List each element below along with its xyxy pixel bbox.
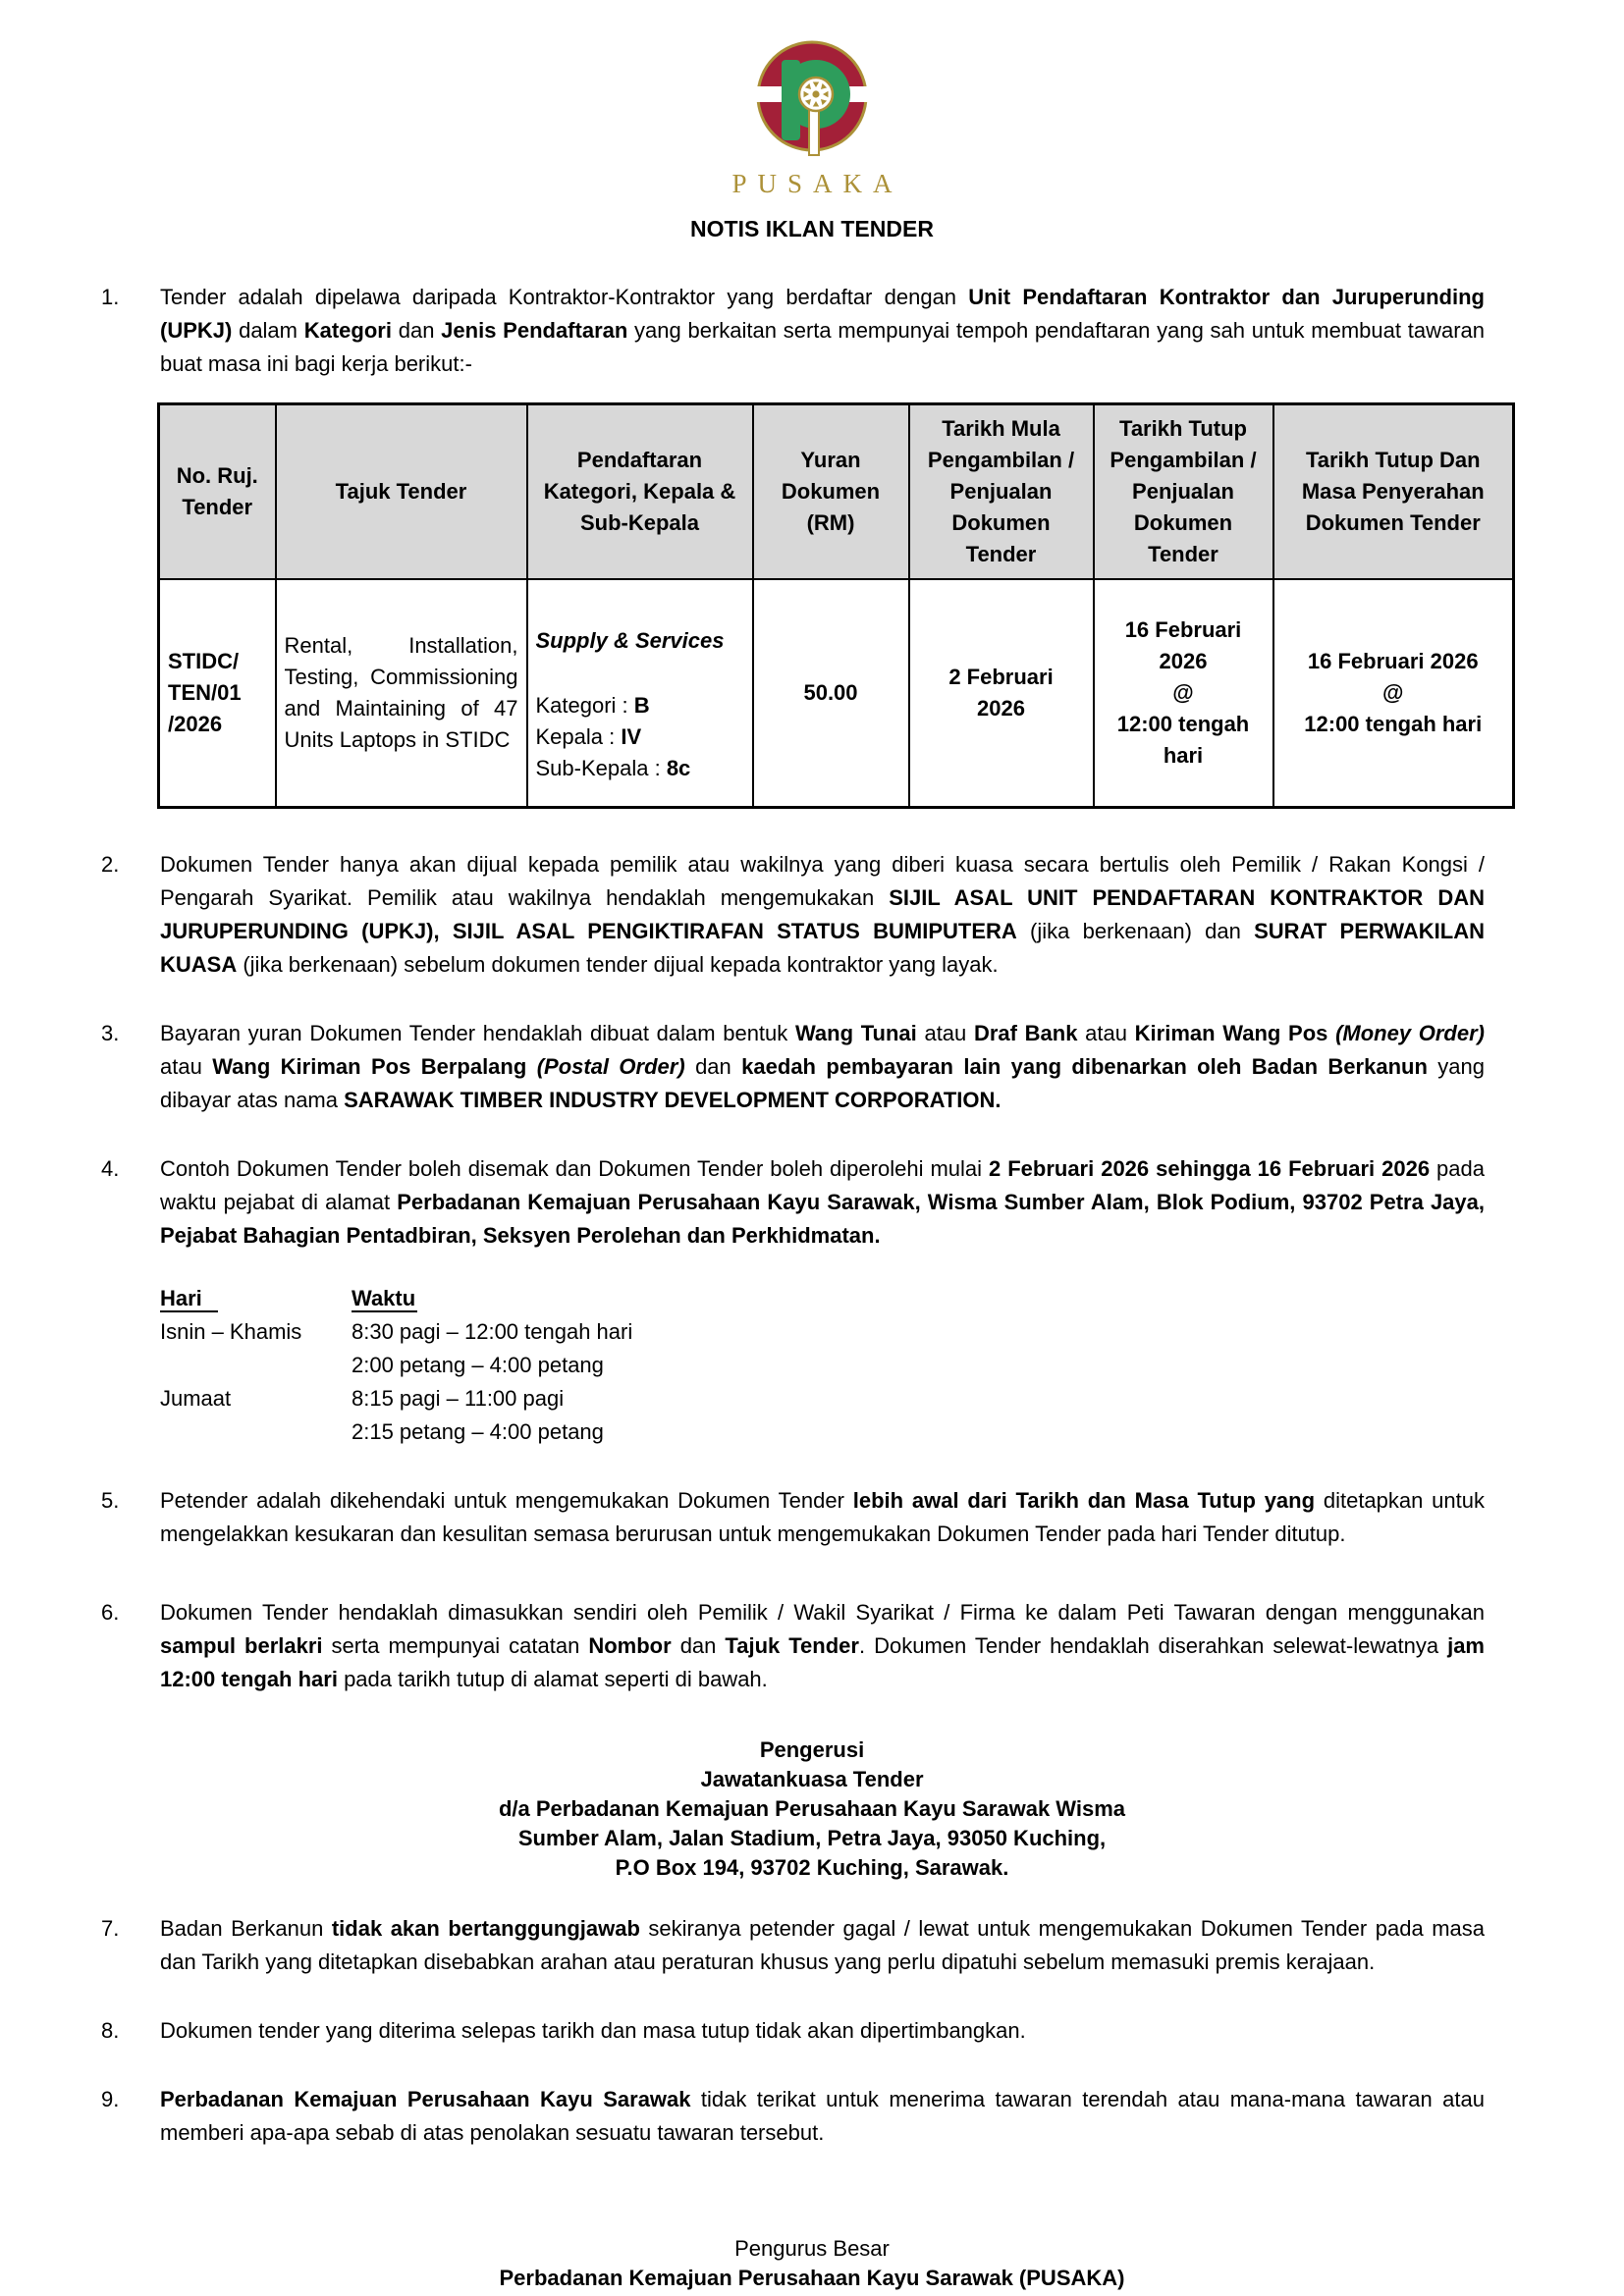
schedule-row: 2:15 petang – 4:00 petang xyxy=(352,1419,604,1444)
item-text: Contoh Dokumen Tender boleh disemak dan Dokumen Tender boleh diperolehi mulai 2 Februari 2026 sehingga 16 Februari 2026 pada waktu pejabat di alamat Perbadanan Kemajuan Perusahaan Kayu Sarawak, Wisma Sumber Alam, Blok Podium, 93702 Petra Jaya, Pejabat Bahagian Pentadbiran, Seksyen Perolehan dan Perkhidmatan. xyxy=(160,1156,1485,1248)
header-tarikh-tutup-masa: Tarikh Tutup Dan Masa Penyerahan Dokumen Tender xyxy=(1273,404,1514,580)
cell-tarikh-mula: 2 Februari 2026 xyxy=(909,579,1094,808)
header-yuran: Yuran Dokumen (RM) xyxy=(753,404,909,580)
table-header-row xyxy=(159,404,1514,580)
item-number: 8. xyxy=(101,2018,120,2043)
header-pendaftaran: Pendaftaran Kategori, Kepala & Sub-Kepala xyxy=(527,404,753,580)
item-text: Dokumen tender yang diterima selepas tarikh dan masa tutup tidak akan dipertimbangkan. xyxy=(160,2018,1026,2043)
paragraph-7 xyxy=(101,1912,1485,1979)
signatory-title: Pengurus Besar xyxy=(734,2236,890,2261)
item-number: 3. xyxy=(101,1021,120,1045)
waktu-header: Waktu xyxy=(352,1286,416,1310)
schedule-row: Jumaat 8:15 pagi – 11:00 pagi xyxy=(160,1386,565,1411)
item-text: Tender adalah dipelawa daripada Kontraktor-Kontraktor yang berdaftar dengan Unit Pendaftaran Kontraktor dan Juruperunding (UPKJ) dalam Kategori dan Jenis Pendaftaran yang berkaitan serta mempunyai tempoh pendaftaran yang sah untuk membuat tawaran buat masa ini bagi kerja berikut:- xyxy=(160,285,1485,376)
signature-block xyxy=(0,2234,1624,2293)
table-row xyxy=(159,579,1514,808)
cell-pendaftaran xyxy=(527,579,753,808)
paragraph-6 xyxy=(101,1596,1485,1696)
item-number: 6. xyxy=(101,1600,120,1625)
page-title: NOTIS IKLAN TENDER xyxy=(690,216,934,241)
item-number: 9. xyxy=(101,2087,120,2111)
office-hours-schedule xyxy=(160,1282,1485,1449)
paragraph-2 xyxy=(101,848,1485,982)
schedule-row: Isnin – Khamis 8:30 pagi – 12:00 tengah hari xyxy=(160,1319,633,1344)
item-number: 5. xyxy=(101,1488,120,1513)
tender-address-block: Pengerusi Jawatankuasa Tender d/a Perbadanan Kemajuan Perusahaan Kayu Sarawak Wisma Sumber Alam, Jalan Stadium, Petra Jaya, 93050 Kuching, P.O Box 194, 93702 Kuching, Sarawak. xyxy=(498,1737,1126,1880)
item-number: 2. xyxy=(101,852,120,877)
signatory-organisation: Perbadanan Kemajuan Perusahaan Kayu Sarawak (PUSAKA) xyxy=(499,2266,1125,2290)
kategori-line: Kategori : B xyxy=(535,693,650,718)
hari-header: Hari xyxy=(160,1282,352,1315)
item-number: 7. xyxy=(101,1916,120,1941)
sub-kepala-line: Sub-Kepala : 8c xyxy=(535,756,691,780)
pusaka-logo xyxy=(0,0,1624,198)
supply-services-label: Supply & Services xyxy=(535,628,725,653)
cell-yuran: 50.00 xyxy=(753,579,909,808)
schedule-row: 2:00 petang – 4:00 petang xyxy=(352,1353,604,1377)
schedule-header-row xyxy=(160,1282,1485,1315)
cell-no-ruj: STIDC/ TEN/01 /2026 xyxy=(159,579,276,808)
cell-tajuk: Rental, Installation, Testing, Commissioning and Maintaining of 47 Units Laptops in STIDC xyxy=(276,579,527,808)
item-text: Badan Berkanun tidak akan bertanggungjawab sekiranya petender gagal / lewat untuk mengemukakan Dokumen Tender pada masa dan Tarikh yang ditetapkan disebabkan arahan atau peraturan khusus yang perlu dipatuhi sebelum memasuki premis kerajaan. xyxy=(160,1916,1485,1974)
paragraph-1 xyxy=(101,281,1485,381)
paragraph-8 xyxy=(101,2014,1485,2048)
header-no-ruj: No. Ruj. Tender xyxy=(159,404,276,580)
tender-table xyxy=(157,402,1515,809)
pusaka-wordmark: PUSAKA xyxy=(731,169,903,198)
item-text: Perbadanan Kemajuan Perusahaan Kayu Sarawak tidak terikat untuk menerima tawaran terendah atau mana-mana tawaran atau memberi apa-apa sebab di atas penolakan sesuatu tawaran tersebut. xyxy=(160,2087,1485,2145)
cell-tarikh-tutup: 16 Februari 2026 @ 12:00 tengah hari xyxy=(1094,579,1273,808)
item-text: Bayaran yuran Dokumen Tender hendaklah dibuat dalam bentuk Wang Tunai atau Draf Bank atau Kiriman Wang Pos (Money Order) atau Wang Kiriman Pos Berpalang (Postal Order) dan kaedah pembayaran lain yang dibenarkan oleh Badan Berkanun yang dibayar atas nama SARAWAK TIMBER INDUSTRY DEVELOPMENT CORPORATION. xyxy=(160,1021,1486,1112)
paragraph-3 xyxy=(101,1017,1485,1117)
item-number: 1. xyxy=(101,285,120,309)
paragraph-9 xyxy=(101,2083,1485,2150)
header-tarikh-mula: Tarikh Mula Pengambilan / Penjualan Dokumen Tender xyxy=(909,404,1094,580)
paragraph-4 xyxy=(101,1152,1485,1253)
item-text: Dokumen Tender hendaklah dimasukkan sendiri oleh Pemilik / Wakil Syarikat / Firma ke dalam Peti Tawaran dengan menggunakan sampul berlakri serta mempunyai catatan Nombor dan Tajuk Tender. Dokumen Tender hendaklah diserahkan selewat-lewatnya jam 12:00 tengah hari pada tarikh tutup di alamat seperti di bawah. xyxy=(160,1600,1485,1691)
cell-tarikh-tutup-masa: 16 Februari 2026 @ 12:00 tengah hari xyxy=(1273,579,1514,808)
item-text: Petender adalah dikehendaki untuk mengemukakan Dokumen Tender lebih awal dari Tarikh dan Masa Tutup yang ditetapkan untuk mengelakkan kesukaran dan kesulitan semasa berurusan untuk mengemukakan Dokumen Tender pada hari Tender ditutup. xyxy=(160,1488,1485,1546)
header-tarikh-tutup: Tarikh Tutup Pengambilan / Penjualan Dokumen Tender xyxy=(1094,404,1273,580)
item-number: 4. xyxy=(101,1156,120,1181)
header-tajuk: Tajuk Tender xyxy=(276,404,527,580)
document-body xyxy=(101,281,1485,1696)
pusaka-logo-icon xyxy=(749,35,875,167)
paragraph-5 xyxy=(101,1484,1485,1551)
item-text: Dokumen Tender hanya akan dijual kepada pemilik atau wakilnya yang diberi kuasa secara bertulis oleh Pemilik / Rakan Kongsi / Pengarah Syarikat. Pemilik atau wakilnya hendaklah mengemukakan SIJIL ASAL UNIT PENDAFTARAN KONTRAKTOR DAN JURUPERUNDING (UPKJ), SIJIL ASAL PENGIKTIRAFAN STATUS BUMIPUTERA (jika berkenaan) dan SURAT PERWAKILAN KUASA (jika berkenaan) sebelum dokumen tender dijual kepada kontraktor yang layak. xyxy=(160,852,1486,977)
kepala-line: Kepala : IV xyxy=(535,724,642,749)
